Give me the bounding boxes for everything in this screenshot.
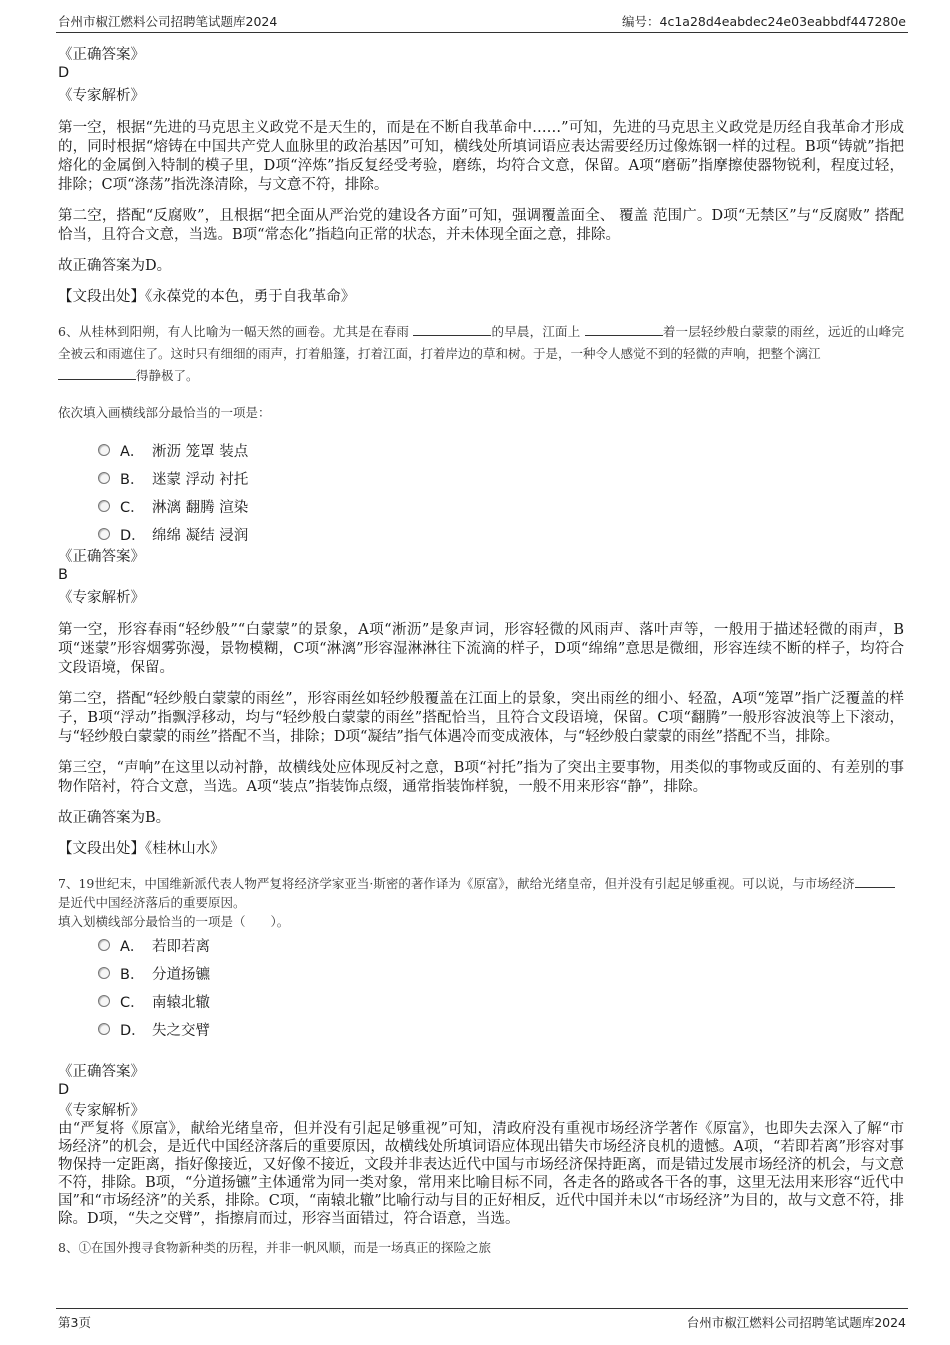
answer-conclusion: 故正确答案为D。 [58, 258, 172, 274]
radio-icon[interactable] [98, 528, 110, 540]
fill-blank [855, 873, 895, 888]
analysis-paragraph: 第二空，搭配“轻纱般白蒙蒙的雨丝”，形容雨丝如轻纱般覆盖在江面上的景象，突出雨丝的细小、轻盈，A项“笼罩”指广泛覆盖的样子，B项“浮动”指飘浮移动，均与“轻纱般白蒙蒙的雨丝”搭配恰当，且符合文段语境，保留。C项“翻腾”一般形容波浪等上下滚动，与“轻纱般白蒙蒙的雨丝”搭配不当，排除；D项“凝结”指气体遇冷而变成液体，与“轻纱般白蒙蒙的雨丝”搭配不当，排除。 [58, 691, 904, 745]
answer-conclusion: 故正确答案为B。 [58, 810, 171, 826]
radio-icon[interactable] [98, 967, 110, 979]
option-item[interactable]: A． 若即若离 [98, 931, 904, 959]
option-item[interactable]: B． 迷蒙 浮动 衬托 [98, 464, 904, 492]
option-item[interactable]: B． 分道扬镳 [98, 959, 904, 987]
question-stem: 8、①在国外搜寻食物新种类的历程，并非一帆风顺，而是一场真正的探险之旅 [58, 1240, 491, 1255]
answer-label: 《正确答案》 [58, 1064, 145, 1080]
footer-rule [56, 1308, 908, 1309]
header-title: 台州市椒江燃料公司招聘笔试题库2024 [58, 14, 278, 29]
analysis-paragraph: 第二空，搭配“反腐败”，且根据“把全面从严治党的建设各方面”可知，强调覆盖面全、 覆盖 范围广。D项“无禁区”与“反腐败” 搭配恰当，且符合文意，当选。B项“常态化”指趋向正常的状态，并未体现全面之意，排除。 [58, 208, 904, 243]
option-list [98, 931, 904, 1043]
option-item[interactable]: C． 南辕北辙 [98, 987, 904, 1015]
answer-value: D [58, 1082, 70, 1098]
option-item[interactable]: D． 失之交臂 [98, 1015, 904, 1043]
footer-title: 台州市椒江燃料公司招聘笔试题库2024 [686, 1315, 906, 1330]
analysis-label: 《专家解析》 [58, 590, 145, 606]
header-rule [56, 32, 908, 33]
fill-blank [58, 365, 136, 380]
fill-blank [413, 321, 491, 336]
question-prompt: 填入划横线部分最恰当的一项是（ ）。 [58, 914, 290, 929]
option-item[interactable]: C． 淋漓 翻腾 渲染 [98, 492, 904, 520]
radio-icon[interactable] [98, 444, 110, 456]
analysis-label: 《专家解析》 [58, 88, 145, 104]
analysis-label: 《专家解析》 [58, 1103, 145, 1119]
question-stem: 7、19世纪末，中国维新派代表人物严复将经济学家亚当·斯密的著作译为《原富》，献给光绪皇帝，但并没有引起足够重视。可以说，与市场经济是近代中国经济落后的重要原因。 [58, 873, 904, 912]
option-item[interactable]: D． 绵绵 凝结 浸润 [98, 520, 904, 548]
answer-label: 《正确答案》 [58, 549, 145, 565]
fill-blank [585, 321, 663, 336]
analysis-paragraph: 第三空，“声响”在这里以动衬静，故横线处应体现反衬之意，B项“衬托”指为了突出主要事物，用类似的事物或反面的、有差别的事物作陪衬，符合文意，当选。A项“装点”指装饰点缀，通常指装饰样貌，一般不用来形容“静”，排除。 [58, 760, 904, 795]
option-list [98, 436, 904, 548]
page-content [58, 46, 904, 1257]
radio-icon[interactable] [98, 939, 110, 951]
analysis-paragraph: 第一空，根据“先进的马克思主义政党不是天生的，而是在不断自我革命中……”可知，先进的马克思主义政党是历经自我革命才形成的，同时根据“熔铸在中国共产党人血脉里的政治基因”可知，横线处所填词语应表达需要经历过像炼钢一样的过程。B项“铸就”指把熔化的金属倒入特制的模子里，D项“淬炼”指反复经受考验，磨练，均符合文意，保留。A项“磨砺”指摩擦使器物锐利，程度过轻，排除；C项“涤荡”指洗涤清除，与文意不符，排除。 [58, 120, 904, 193]
page-number: 第3页 [58, 1315, 91, 1330]
question-stem: 6、从桂林到阳朔，有人比喻为一幅天然的画卷。尤其是在春雨 的早晨，江面上 着一层轻纱般白蒙蒙的雨丝，远近的山峰完全被云和雨遮住了。这时只有细细的雨声，打着船篷，打着江面，打着岸边的草和树。于是，一种令人感觉不到的轻微的声响，把整个漓江 得静极了。 [58, 321, 904, 387]
radio-icon[interactable] [98, 500, 110, 512]
document-serial: 编号：4c1a28d4eabdec24e03eabbdf447280e [622, 14, 906, 29]
analysis-paragraph: 第一空，形容春雨“轻纱般”“白蒙蒙”的景象，A项“淅沥”是象声词，形容轻微的风雨声、落叶声等，一般用于描述轻微的雨声，B项“迷蒙”形容烟雾弥漫，景物模糊，C项“淋漓”形容湿淋淋往下流滴的样子，D项“绵绵”意思是微细，形容连续不断的样子，均符合文段语境，保留。 [58, 622, 904, 676]
analysis-paragraph: 由“严复将《原富》，献给光绪皇帝，但并没有引起足够重视”可知，清政府没有重视市场经济学著作《原富》，也即失去深入了解“市场经济”的机会，是近代中国经济落后的重要原因，故横线处所填词语应体现出错失市场经济良机的遗憾。A项，“若即若离”形容对事物保持一定距离，指好像接近，又好像不接近，文段并非表达近代中国与市场经济保持距离，而是错过发展市场经济的机会，与文意不符，排除。B项，“分道扬镳”主体通常为同一类对象，常用来比喻目标不同，各走各的路或各干各的事，这里无法用来形容“近代中国”和“市场经济”的关系，排除。C项，“南辕北辙”比喻行动与目的正好相反，近代中国并未以“市场经济”为目的，故与文意不符，排除。D项，“失之交臂”，指擦肩而过，形容当面错过，符合语意，当选。 [58, 1121, 904, 1227]
radio-icon[interactable] [98, 1023, 110, 1035]
answer-value: B [58, 567, 68, 583]
source-citation: 【文段出处】《桂林山水》 [58, 841, 225, 857]
radio-icon[interactable] [98, 995, 110, 1007]
radio-icon[interactable] [98, 472, 110, 484]
source-citation: 【文段出处】《永葆党的本色，勇于自我革命》 [58, 289, 356, 305]
answer-value: D [58, 65, 70, 81]
answer-label: 《正确答案》 [58, 47, 145, 63]
option-item[interactable]: A． 淅沥 笼罩 装点 [98, 436, 904, 464]
question-prompt: 依次填入画横线部分最恰当的一项是： [58, 405, 271, 420]
